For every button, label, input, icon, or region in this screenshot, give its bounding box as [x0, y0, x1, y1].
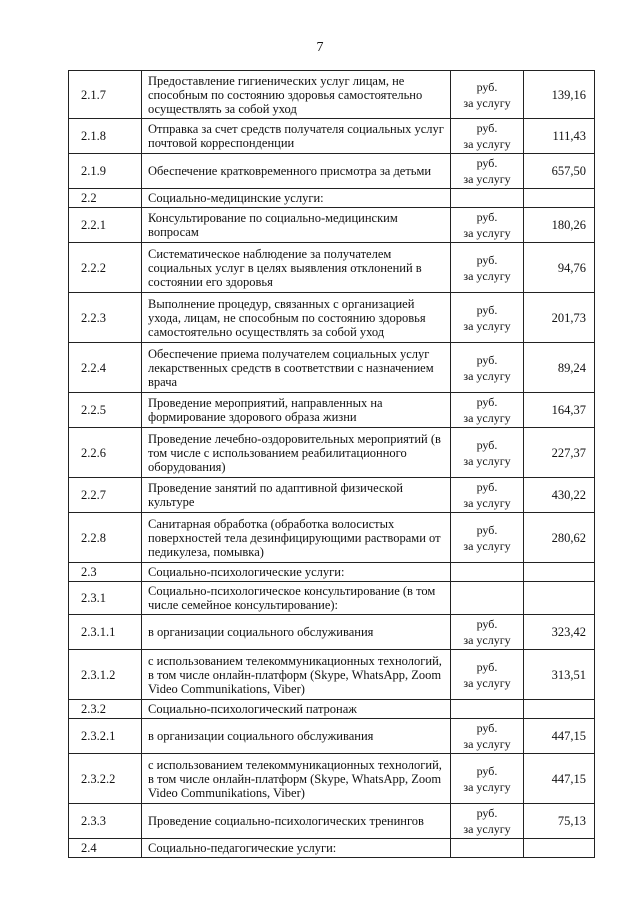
row-number: 2.3: [69, 563, 142, 582]
price: 180,26: [524, 208, 595, 243]
service-name: Социально-психологический патронаж: [142, 700, 451, 719]
service-name: Проведение мероприятий, направленных на формирование здорового образа жизни: [142, 393, 451, 428]
table-row: [69, 700, 595, 719]
row-number: 2.3.1.1: [69, 615, 142, 650]
unit-of-measure: [451, 839, 524, 858]
row-number: 2.2: [69, 189, 142, 208]
price: 447,15: [524, 719, 595, 754]
unit-of-measure: руб. за услугу: [451, 650, 524, 700]
table-row: [69, 119, 595, 154]
unit-of-measure: руб. за услугу: [451, 208, 524, 243]
table-row: [69, 189, 595, 208]
service-name: Систематическое наблюдение за получателем социальных услуг в целях выявления отклонений в состоянии его здоровья: [142, 243, 451, 293]
table-row: [69, 563, 595, 582]
table-row: [69, 719, 595, 754]
row-number: 2.2.7: [69, 478, 142, 513]
service-name: Обеспечение кратковременного присмотра за детьми: [142, 154, 451, 189]
unit-of-measure: руб. за услугу: [451, 615, 524, 650]
unit-of-measure: [451, 563, 524, 582]
row-number: 2.2.2: [69, 243, 142, 293]
row-number: 2.3.2.1: [69, 719, 142, 754]
unit-of-measure: руб. за услугу: [451, 478, 524, 513]
row-number: 2.3.2: [69, 700, 142, 719]
unit-of-measure: руб. за услугу: [451, 393, 524, 428]
table-row: [69, 293, 595, 343]
price: 323,42: [524, 615, 595, 650]
table-row: [69, 582, 595, 615]
table-row: [69, 754, 595, 804]
price: 94,76: [524, 243, 595, 293]
price: [524, 189, 595, 208]
price: 139,16: [524, 71, 595, 119]
service-name: Проведение лечебно-оздоровительных мероприятий (в том числе с использованием реабилитационного оборудования): [142, 428, 451, 478]
page-number: 7: [316, 40, 324, 55]
table-row: [69, 71, 595, 119]
price: 89,24: [524, 343, 595, 393]
row-number: 2.2.5: [69, 393, 142, 428]
service-name: в организации социального обслуживания: [142, 719, 451, 754]
price: 227,37: [524, 428, 595, 478]
price: [524, 700, 595, 719]
price: 430,22: [524, 478, 595, 513]
service-name: Социально-медицинские услуги:: [142, 189, 451, 208]
row-number: 2.2.6: [69, 428, 142, 478]
service-name: Проведение занятий по адаптивной физической культуре: [142, 478, 451, 513]
price: 164,37: [524, 393, 595, 428]
table-row: [69, 243, 595, 293]
unit-of-measure: руб. за услугу: [451, 804, 524, 839]
row-number: 2.2.1: [69, 208, 142, 243]
service-name: Социально-психологическое консультирование (в том числе семейное консультирование):: [142, 582, 451, 615]
unit-of-measure: руб. за услугу: [451, 719, 524, 754]
table-row: [69, 208, 595, 243]
table-row: [69, 839, 595, 858]
price: 111,43: [524, 119, 595, 154]
price: 313,51: [524, 650, 595, 700]
service-name: Предоставление гигиенических услуг лицам, не способным по состоянию здоровья самостоятельно осуществлять за собой уход: [142, 71, 451, 119]
row-number: 2.1.7: [69, 71, 142, 119]
unit-of-measure: руб. за услугу: [451, 428, 524, 478]
unit-of-measure: [451, 700, 524, 719]
price: 201,73: [524, 293, 595, 343]
table-row: [69, 343, 595, 393]
price: [524, 839, 595, 858]
unit-of-measure: руб. за услугу: [451, 119, 524, 154]
service-name: с использованием телекоммуникационных технологий, в том числе онлайн-платформ (Skype, WhatsApp, Zoom Video Communikations, Viber): [142, 754, 451, 804]
price: 657,50: [524, 154, 595, 189]
service-name: Консультирование по социально-медицинским вопросам: [142, 208, 451, 243]
row-number: 2.3.1.2: [69, 650, 142, 700]
row-number: 2.2.4: [69, 343, 142, 393]
table-row: [69, 393, 595, 428]
unit-of-measure: [451, 582, 524, 615]
unit-of-measure: руб. за услугу: [451, 513, 524, 563]
service-name: Выполнение процедур, связанных с организацией ухода, лицам, не способным по состоянию здоровья самостоятельно осуществлять за собой уход: [142, 293, 451, 343]
table-row: [69, 154, 595, 189]
table-row: [69, 615, 595, 650]
row-number: 2.4: [69, 839, 142, 858]
service-name: с использованием телекоммуникационных технологий, в том числе онлайн-платформ (Skype, WhatsApp, Zoom Video Communikations, Viber): [142, 650, 451, 700]
row-number: 2.1.8: [69, 119, 142, 154]
price: 447,15: [524, 754, 595, 804]
unit-of-measure: руб. за услугу: [451, 243, 524, 293]
service-name: Санитарная обработка (обработка волосистых поверхностей тела дезинфицирующими растворами от педикулеза, помывка): [142, 513, 451, 563]
service-name: Обеспечение приема получателем социальных услуг лекарственных средств в соответствии с назначением врача: [142, 343, 451, 393]
unit-of-measure: руб. за услугу: [451, 71, 524, 119]
table-row: [69, 478, 595, 513]
service-name: Проведение социально-психологических тренингов: [142, 804, 451, 839]
unit-of-measure: [451, 189, 524, 208]
service-name: в организации социального обслуживания: [142, 615, 451, 650]
table-row: [69, 804, 595, 839]
row-number: 2.1.9: [69, 154, 142, 189]
price: 280,62: [524, 513, 595, 563]
table-row: [69, 428, 595, 478]
unit-of-measure: руб. за услугу: [451, 154, 524, 189]
row-number: 2.2.3: [69, 293, 142, 343]
service-name: Отправка за счет средств получателя социальных услуг почтовой корреспонденции: [142, 119, 451, 154]
price: [524, 563, 595, 582]
price: 75,13: [524, 804, 595, 839]
price: [524, 582, 595, 615]
tariff-table: [68, 70, 595, 858]
row-number: 2.3.3: [69, 804, 142, 839]
unit-of-measure: руб. за услугу: [451, 754, 524, 804]
service-name: Социально-педагогические услуги:: [142, 839, 451, 858]
unit-of-measure: руб. за услугу: [451, 343, 524, 393]
service-name: Социально-психологические услуги:: [142, 563, 451, 582]
row-number: 2.3.1: [69, 582, 142, 615]
table-row: [69, 513, 595, 563]
unit-of-measure: руб. за услугу: [451, 293, 524, 343]
row-number: 2.3.2.2: [69, 754, 142, 804]
row-number: 2.2.8: [69, 513, 142, 563]
table-row: [69, 650, 595, 700]
